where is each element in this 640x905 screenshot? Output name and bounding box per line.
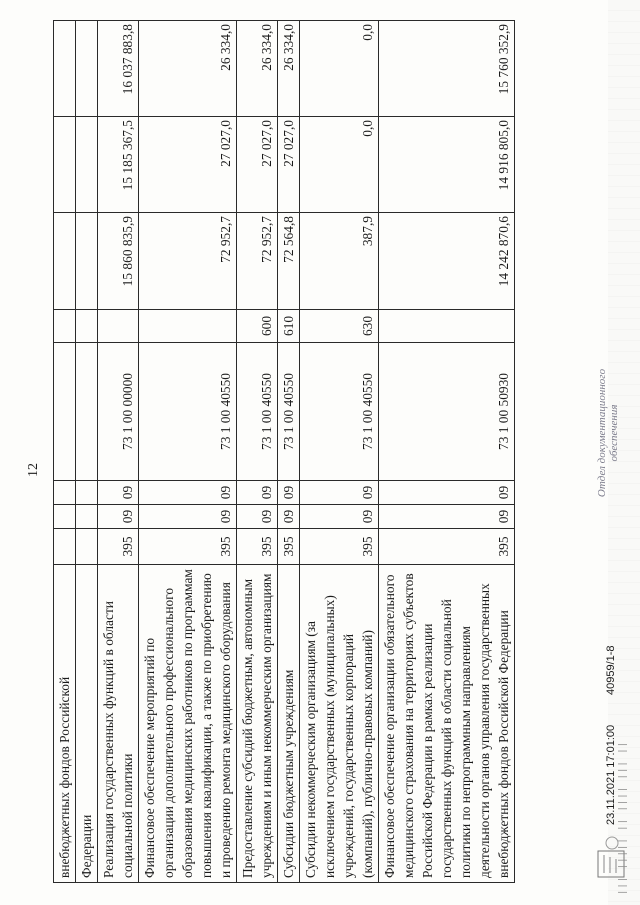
budget-table <box>53 20 515 883</box>
cell-expense-type: 610 <box>278 310 300 343</box>
table-row <box>54 21 76 883</box>
cell-amount-3: 26 334,0 <box>278 21 300 117</box>
cell-gov-code: 395 <box>379 529 515 565</box>
table-row <box>237 21 278 883</box>
cell-section: 09 <box>278 505 300 529</box>
cell-amount-1: 72 952,7 <box>237 213 278 310</box>
footer-doc-code: 40959/1-8 <box>605 645 617 695</box>
cell-subsection: 09 <box>237 481 278 505</box>
cell-gov-code: 395 <box>300 529 379 565</box>
cell-gov-code: 395 <box>98 529 139 565</box>
cell-amount-3 <box>76 21 98 117</box>
cell-amount-2 <box>54 117 76 213</box>
cell-amount-2 <box>76 117 98 213</box>
cell-target-article <box>76 343 98 481</box>
cell-gov-code <box>54 529 76 565</box>
cell-name: Субсидии некоммерческим организациям (за исключением государственных (муниципальных) учреждений, государственных корпораций (компаний), публично-правовых компаний) <box>300 565 379 883</box>
cell-section: 09 <box>300 505 379 529</box>
cell-name: Субсидии бюджетным учреждениям <box>278 565 300 883</box>
table-row <box>278 21 300 883</box>
cell-gov-code: 395 <box>237 529 278 565</box>
cell-expense-type <box>76 310 98 343</box>
cell-subsection <box>54 481 76 505</box>
cell-amount-2: 27 027,0 <box>278 117 300 213</box>
cell-amount-3: 26 334,0 <box>139 21 237 117</box>
cell-section: 09 <box>139 505 237 529</box>
cell-amount-1 <box>76 213 98 310</box>
footer-date: 23.11.2021 17:01:00 <box>605 724 617 825</box>
cell-target-article: 73 1 00 40550 <box>278 343 300 481</box>
cell-name: Финансовое обеспечение организации обязательного медицинского страхования на территориях субъектов Российской Федерации в рамках реализации государственных функций в области социальной политики по непрограммным направлениям деятельности органов управления государственных внебюджетных фондов Российской Федерации <box>379 565 515 883</box>
cell-subsection: 09 <box>379 481 515 505</box>
cell-section: 09 <box>379 505 515 529</box>
cell-subsection <box>76 481 98 505</box>
stamp-line-1: Отдел документационного <box>596 368 608 498</box>
page-number: 12 <box>26 463 41 477</box>
cell-amount-2: 27 027,0 <box>139 117 237 213</box>
cell-name: внебюджетных фондов Российской <box>54 565 76 883</box>
stamp-line-2: обеспечения <box>608 404 620 462</box>
cell-name: Федерации <box>76 565 98 883</box>
cell-target-article: 73 1 00 00000 <box>98 343 139 481</box>
cell-amount-1: 387,9 <box>300 213 379 310</box>
cell-expense-type <box>98 310 139 343</box>
cell-amount-3: 16 037 883,8 <box>98 21 139 117</box>
cell-name: Реализация государственных функций в области социальной политики <box>98 565 139 883</box>
cell-target-article <box>54 343 76 481</box>
cell-amount-3: 26 334,0 <box>237 21 278 117</box>
cell-amount-2: 0,0 <box>300 117 379 213</box>
cell-amount-2: 27 027,0 <box>237 117 278 213</box>
cell-amount-1: 14 242 870,6 <box>379 213 515 310</box>
cell-expense-type <box>379 310 515 343</box>
edge-scan-code: ||| ||||| || |||| ||| || <box>618 740 628 895</box>
cell-amount-2: 14 916 805,0 <box>379 117 515 213</box>
cell-name: Предоставление субсидий бюджетным, автономным учреждениям и иным некоммерческим организациям <box>237 565 278 883</box>
cell-expense-type <box>139 310 237 343</box>
cell-gov-code: 395 <box>139 529 237 565</box>
cell-amount-3: 0,0 <box>300 21 379 117</box>
cell-name: Финансовое обеспечение мероприятий по организации дополнительного профессионального образования медицинских работников по программам повышения квалификации, а также по приобретению и проведению ремонта медицинского оборудования <box>139 565 237 883</box>
cell-subsection: 09 <box>278 481 300 505</box>
cell-subsection: 09 <box>98 481 139 505</box>
cell-expense-type: 600 <box>237 310 278 343</box>
table-row <box>379 21 515 883</box>
cell-target-article: 73 1 00 40550 <box>139 343 237 481</box>
table-row <box>76 21 98 883</box>
cell-target-article: 73 1 00 40550 <box>300 343 379 481</box>
cell-subsection: 09 <box>300 481 379 505</box>
department-stamp <box>596 363 620 503</box>
table-row <box>98 21 139 883</box>
cell-amount-1: 15 860 835,9 <box>98 213 139 310</box>
cell-gov-code <box>76 529 98 565</box>
cell-target-article: 73 1 00 40550 <box>237 343 278 481</box>
cell-section <box>54 505 76 529</box>
table-row <box>300 21 379 883</box>
table-row <box>139 21 237 883</box>
cell-gov-code: 395 <box>278 529 300 565</box>
cell-amount-3: 15 760 352,9 <box>379 21 515 117</box>
cell-amount-1: 72 564,8 <box>278 213 300 310</box>
cell-subsection: 09 <box>139 481 237 505</box>
cell-section: 09 <box>98 505 139 529</box>
cell-expense-type <box>54 310 76 343</box>
cell-amount-2: 15 185 367,5 <box>98 117 139 213</box>
cell-expense-type: 630 <box>300 310 379 343</box>
table-body <box>54 21 515 883</box>
cell-target-article: 73 1 00 50930 <box>379 343 515 481</box>
cell-amount-1 <box>54 213 76 310</box>
cell-amount-1: 72 952,7 <box>139 213 237 310</box>
cell-section <box>76 505 98 529</box>
cell-section: 09 <box>237 505 278 529</box>
cell-amount-3 <box>54 21 76 117</box>
